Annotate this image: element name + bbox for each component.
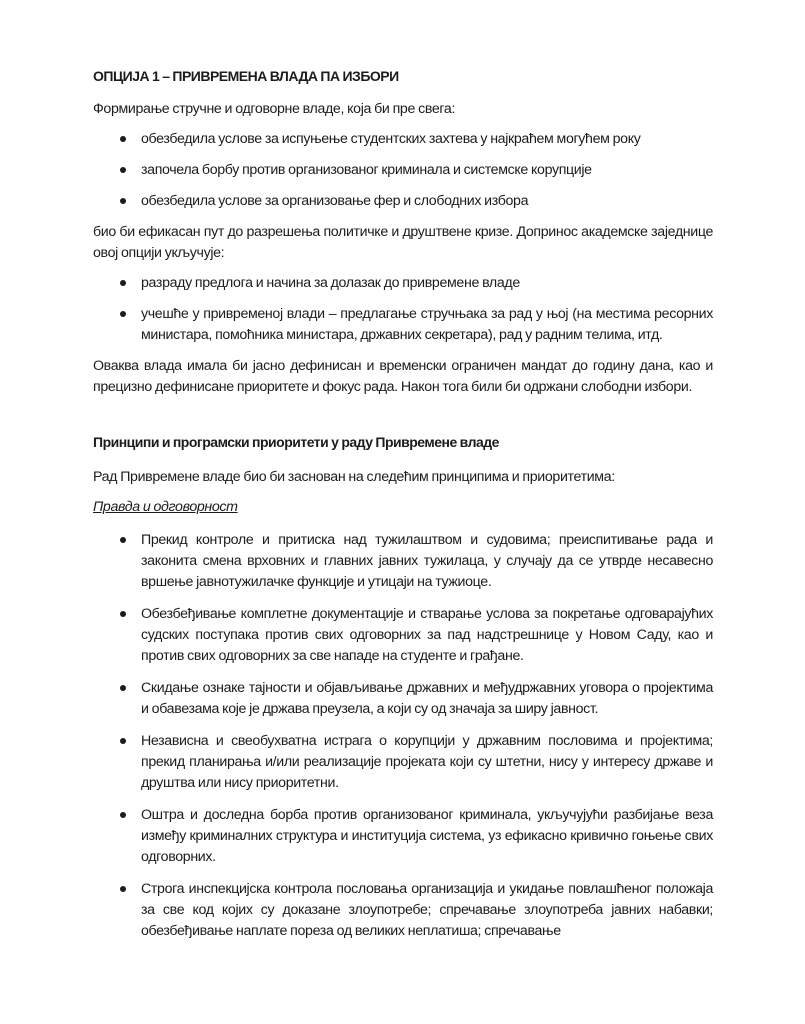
section-title-principles: Принципи и програмски приоритети у раду Привремене владе bbox=[93, 434, 499, 450]
list-item: Скидање ознаке тајности и објављивање државних и међудржавних уговора о пројектима и обавезама које је држава преузела, а који су од значаја за ширу јавност. bbox=[93, 678, 713, 720]
list-item: Строга инспекцијска контрола пословања организација и укидање повлашћеног положаја за све код којих су доказане злоупотребе; спречавање злоупотреба јавних набавки; обезбеђивање наплате пореза од великих неплатиша; спречавање bbox=[93, 879, 713, 942]
section-spacer bbox=[93, 407, 713, 432]
list-item: Прекид контроле и притиска над тужилаштвом и судовима; преиспитивање рада и законита смена врховних и главних јавних тужилаца, у случају да се утврде несавесно вршење јавнотужилачке функције и утицаји на тужиоце. bbox=[93, 530, 713, 593]
bullet-icon bbox=[120, 537, 126, 543]
subheading-justice: Правда и одговорност bbox=[93, 499, 238, 515]
closing-paragraph: Оваква влада имала би јасно дефинисан и временски ограничен мандат до годину дана, као и прецизно дефинисане приоритете и фокус рада. Након тога били би одржани слободни избори. bbox=[93, 358, 713, 395]
contribution-list bbox=[93, 273, 713, 346]
bullet-icon bbox=[120, 611, 126, 617]
section-intro: Формирање стручне и одговорне владе, која би пре свега: bbox=[93, 101, 456, 117]
bullet-icon bbox=[120, 280, 126, 286]
bullet-icon bbox=[120, 738, 126, 744]
list-item: започела борбу против организованог криминала и системске корупције bbox=[93, 160, 713, 181]
list-item: обезбедила услове за испуњење студентских захтева у најкраћем могућем року bbox=[93, 129, 713, 150]
list-item: Оштра и доследна борба против организованог криминала, укључујући разбијање веза између криминалних структура и институција система, уз ефикасно кривично гоњење свих одговорних. bbox=[93, 805, 713, 868]
list-item: Обезбеђивање комплетне документације и стварање услова за покретање одговарајућих судских поступака против свих одговорних за пад надстрешнице у Новом Саду, као и против свих одговорних за све нападе на студенте и грађане. bbox=[93, 604, 713, 667]
bullet-icon bbox=[120, 886, 126, 892]
bullet-icon bbox=[120, 198, 126, 204]
bullet-icon bbox=[120, 167, 126, 173]
list-item: разраду предлога и начина за долазак до привремене владе bbox=[93, 273, 713, 294]
principles-intro: Рад Привремене владе био би заснован на следећим принципима и приоритетима: bbox=[93, 469, 615, 485]
bullet-icon bbox=[120, 136, 126, 142]
list-item: обезбедила услове за организовање фер и слободних избора bbox=[93, 191, 713, 212]
section-title-option-1: ОПЦИЈА 1 – ПРИВРЕМЕНА ВЛАДА ПА ИЗБОРИ bbox=[93, 68, 399, 84]
principles-list bbox=[93, 530, 713, 942]
bullet-icon bbox=[120, 812, 126, 818]
list-item: учешће у привременој влади – предлагање стручњака за рад у њој (на местима ресорних министара, помоћника министара, државних секретара), рад у радним телима, итд. bbox=[93, 304, 713, 346]
middle-paragraph: био би ефикасан пут до разрешења политичке и друштвене кризе. Допринос академске заједнице овој опцији укључује: bbox=[93, 224, 713, 261]
document-page bbox=[93, 66, 713, 953]
goals-list bbox=[93, 129, 713, 212]
bullet-icon bbox=[120, 685, 126, 691]
list-item: Независна и свеобухватна истрага о корупцији у државним пословима и пројектима; прекид планирања и/или реализације пројеката који су штетни, нису у интересу државе и друштва или нису приоритетни. bbox=[93, 731, 713, 794]
bullet-icon bbox=[120, 311, 126, 317]
